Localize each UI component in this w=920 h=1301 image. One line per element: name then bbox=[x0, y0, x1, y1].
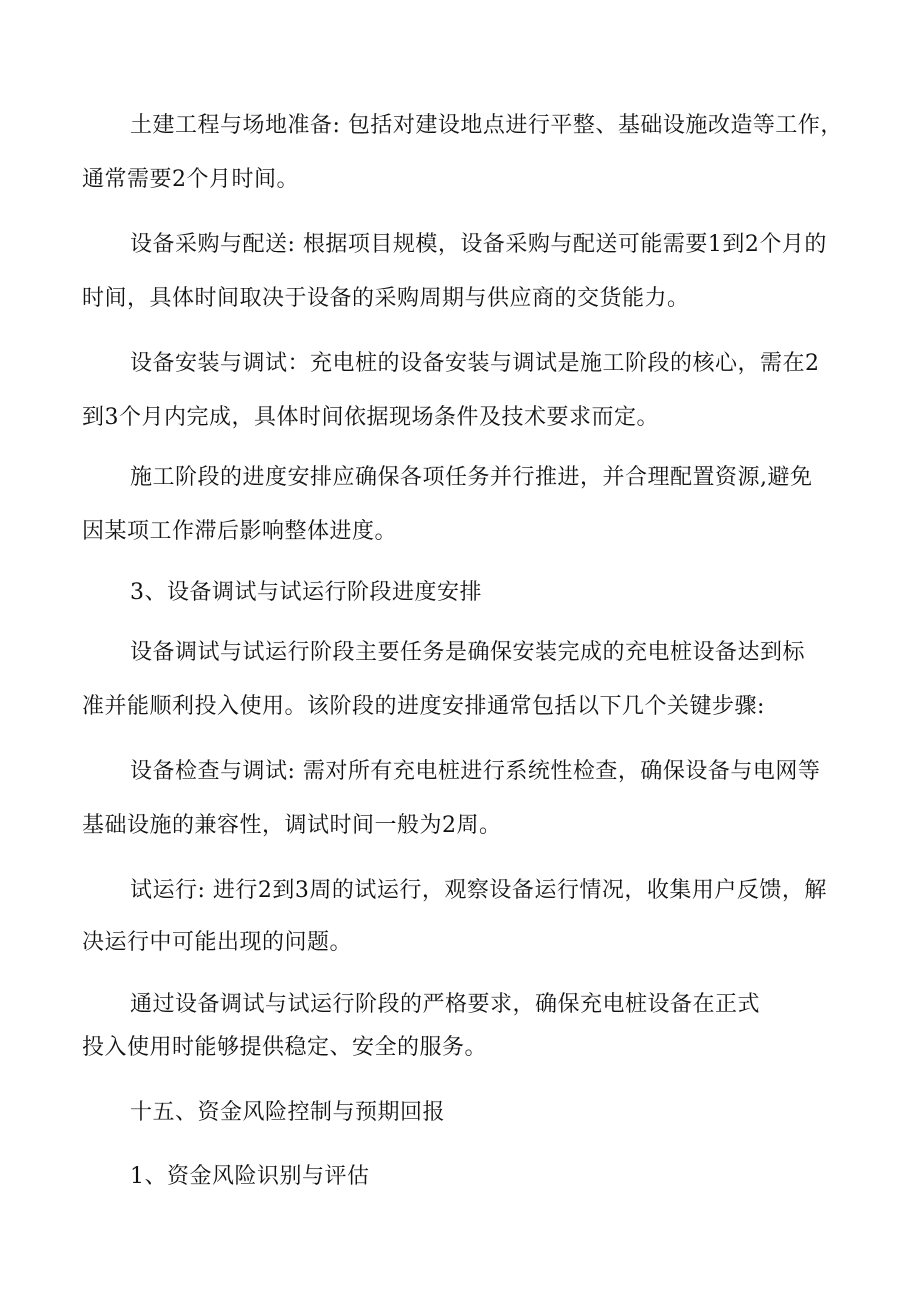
commissioning-intro-line-1: 设备调试与试运行阶段主要任务是确保安装完成的充电桩设备达到标 bbox=[130, 640, 806, 665]
trial-run-line-2: 决运行中可能出现的问题。 bbox=[82, 930, 353, 955]
inspection-line-1: 设备检查与调试: 需对所有充电桩进行系统性检查，确保设备与电网等 bbox=[130, 759, 821, 784]
civil-works-line-2: 通常需要2个月时间。 bbox=[82, 167, 299, 192]
summary-line-1: 通过设备调试与试运行阶段的严格要求，确保充电桩设备在正式 bbox=[130, 992, 761, 1017]
trial-run-line-1: 试运行: 进行2到3周的试运行，观察设备运行情况，收集用户反馈，解 bbox=[130, 878, 827, 903]
procurement-line-2: 时间，具体时间取决于设备的采购周期与供应商的交货能力。 bbox=[82, 286, 690, 311]
installation-line-2: 到3个月内完成，具体时间依据现场条件及技术要求而定。 bbox=[82, 405, 659, 430]
inspection-line-2: 基础设施的兼容性，调试时间一般为2周。 bbox=[82, 813, 502, 838]
commissioning-intro-line-2: 准并能顺利投入使用。该阶段的进度安排通常包括以下几个关键步骤: bbox=[82, 694, 765, 719]
summary-line-2: 投入使用时能够提供稳定、安全的服务。 bbox=[82, 1035, 488, 1060]
procurement-line-1: 设备采购与配送: 根据项目规模，设备采购与配送可能需要1到2个月的 bbox=[130, 232, 827, 257]
schedule-line-2: 因某项工作滞后影响整体进度。 bbox=[82, 519, 398, 544]
installation-line-1: 设备安装与调试：充电桩的设备安装与调试是施工阶段的核心，需在2 bbox=[130, 351, 820, 376]
chapter-heading-15: 十五、资金风险控制与预期回报 bbox=[130, 1100, 446, 1125]
section-heading-3: 3、设备调试与试运行阶段进度安排 bbox=[130, 580, 482, 605]
section-heading-1: 1、资金风险识别与评估 bbox=[130, 1164, 370, 1189]
schedule-line-1: 施工阶段的进度安排应确保各项任务并行推进，并合理配置资源,避免 bbox=[130, 465, 813, 490]
civil-works-line-1: 土建工程与场地准备: 包括对建设地点进行平整、基础设施改造等工作， bbox=[130, 113, 843, 138]
